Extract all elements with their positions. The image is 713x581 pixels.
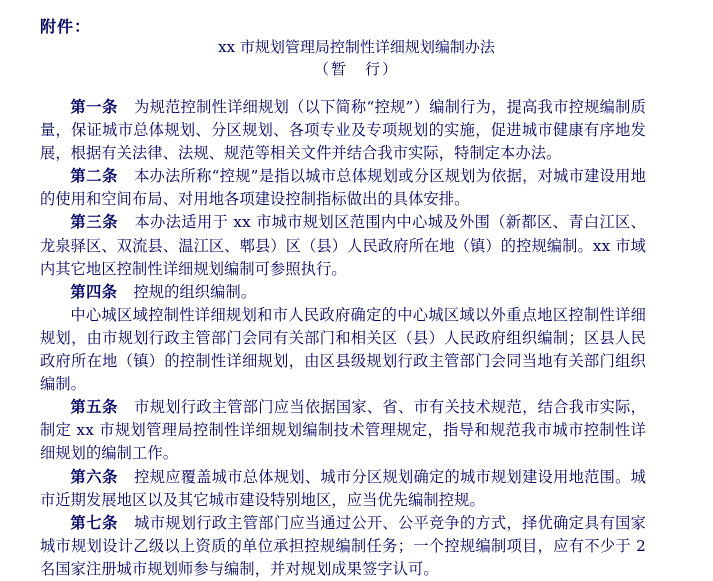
document-subtitle: （暂 行） — [313, 60, 399, 78]
article-text: 城市规划行政主管部门应当通过公开、公平竞争的方式，择优确定具有国家城市规划设计乙级以上资质的单位承担控规编制任务；一个控规编制项目，应有不少于 2 名国家注册城市规划师参与编制，并对规划成果签字认可。 — [40, 513, 647, 578]
article-heading: 第三条 — [70, 213, 119, 232]
article-4-body — [40, 304, 646, 396]
article-4 — [40, 281, 646, 304]
document-body — [40, 96, 646, 581]
article-3 — [40, 211, 646, 280]
article-heading: 第四条 — [70, 282, 118, 301]
article-text: 本办法适用于 xx 市城市规划区范围内中心城及外围（新都区、青白江区、龙泉驿区、双流县、温江区、郫县）区（县）人民政府所在地（镇）的控规编制。xx 市域内其它地区控制性详细规划编制可参照执行。 — [40, 213, 646, 278]
article-heading: 第七条 — [70, 513, 118, 532]
article-text: 本办法所称“控规”是指以城市总体规划或分区规划为依据，对城市建设用地的使用和空间布局、对用地各项建设控制指标做出的具体安排。 — [40, 167, 646, 209]
article-text: 中心城区域控制性详细规划和市人民政府确定的中心城区域以外重点地区控制性详细规划，由市规划行政主管部门会同有关部门和相关区（县）人民政府组织编制；区县人民政府所在地（镇）的控制性详细规划，由区县级规划行政主管部门会同当地有关部门组织编制。 — [40, 305, 646, 394]
attachment-label: 附件： — [40, 17, 92, 36]
article-heading: 第五条 — [70, 398, 118, 417]
article-5 — [40, 396, 646, 465]
article-heading: 第二条 — [70, 167, 118, 186]
article-heading: 第六条 — [70, 467, 118, 486]
document-title: xx 市规划管理局控制性详细规划编制办法 — [218, 38, 495, 56]
article-text: 控规的组织编制。 — [133, 282, 257, 301]
article-2 — [40, 165, 646, 211]
article-text: 市规划行政主管部门应当依据国家、省、市有关技术规范，结合我市实际，制定 xx 市规划管理局控制性详细规划编制技术管理规定，指导和规范我市城市控制性详细规划的编制工作。 — [40, 398, 647, 463]
article-text: 为规范控制性详细规划（以下简称“控规”）编制行为，提高我市控规编制质量，保证城市总体规划、分区规划、各项专业及专项规划的实施，促进城市健康有序地发展，根据有关法律、法规、规范等相关文件并结合我市实际，特制定本办法。 — [40, 98, 646, 163]
article-1 — [40, 96, 646, 165]
article-6 — [40, 466, 646, 512]
article-text: 控规应覆盖城市总体规划、城市分区规划确定的城市规划建设用地范围。城市近期发展地区以及其它城市建设特别地区，应当优先编制控规。 — [40, 467, 647, 509]
article-heading: 第一条 — [70, 98, 118, 116]
article-7 — [40, 512, 646, 581]
